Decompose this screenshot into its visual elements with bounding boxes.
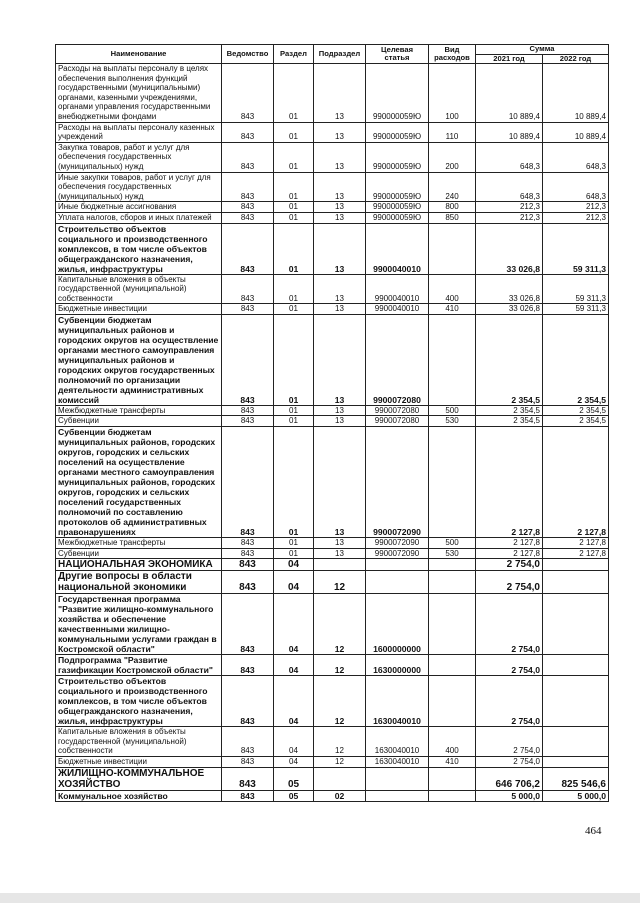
cell-kind: 100 (429, 64, 476, 123)
cell-name: НАЦИОНАЛЬНАЯ ЭКОНОМИКА (56, 559, 222, 571)
table-row (56, 559, 609, 571)
cell-subsection: 12 (314, 571, 366, 594)
cell-target: 9900040010 (366, 223, 429, 274)
table-row (56, 571, 609, 594)
cell-kind: 240 (429, 172, 476, 202)
cell-dept: 843 (222, 304, 274, 315)
cell-section: 04 (274, 571, 314, 594)
cell-kind: 500 (429, 538, 476, 549)
cell-section: 01 (274, 304, 314, 315)
cell-section: 04 (274, 655, 314, 676)
cell-kind: 530 (429, 416, 476, 427)
cell-dept: 843 (222, 122, 274, 142)
header-section: Раздел (274, 45, 314, 64)
table-row (56, 122, 609, 142)
cell-y2021: 2 754,0 (476, 727, 543, 757)
cell-section: 01 (274, 405, 314, 416)
cell-name: Бюджетные инвестиции (56, 757, 222, 768)
cell-name: Бюджетные инвестиции (56, 304, 222, 315)
table-row (56, 314, 609, 405)
cell-subsection: 12 (314, 655, 366, 676)
cell-kind (429, 790, 476, 801)
cell-subsection: 13 (314, 405, 366, 416)
cell-dept: 843 (222, 172, 274, 202)
table-row (56, 304, 609, 315)
cell-subsection: 13 (314, 212, 366, 223)
cell-dept: 843 (222, 767, 274, 790)
cell-dept: 843 (222, 676, 274, 727)
table-row (56, 142, 609, 172)
cell-dept: 843 (222, 538, 274, 549)
cell-section: 01 (274, 212, 314, 223)
cell-dept: 843 (222, 559, 274, 571)
cell-subsection: 13 (314, 202, 366, 213)
cell-target (366, 767, 429, 790)
cell-dept: 843 (222, 142, 274, 172)
cell-subsection: 02 (314, 790, 366, 801)
cell-y2022: 10 889,4 (543, 64, 609, 123)
cell-y2022: 825 546,6 (543, 767, 609, 790)
cell-dept: 843 (222, 548, 274, 559)
cell-target: 9900072080 (366, 314, 429, 405)
cell-target: 990000059Ю (366, 172, 429, 202)
table-row (56, 757, 609, 768)
cell-y2022: 5 000,0 (543, 790, 609, 801)
table-row (56, 538, 609, 549)
table-row (56, 427, 609, 538)
header-2021: 2021 год (476, 54, 543, 64)
cell-subsection: 13 (314, 172, 366, 202)
cell-name: Строительство объектов социального и производственного комплексов, в том числе объектов общегражданского назначения, жилья, инфраструктуры (56, 223, 222, 274)
cell-y2021: 646 706,2 (476, 767, 543, 790)
table-row (56, 594, 609, 655)
cell-section: 01 (274, 172, 314, 202)
cell-target: 9900072080 (366, 416, 429, 427)
cell-dept: 843 (222, 571, 274, 594)
cell-kind (429, 767, 476, 790)
cell-y2022: 212,3 (543, 202, 609, 213)
cell-target: 990000059Ю (366, 142, 429, 172)
cell-kind: 850 (429, 212, 476, 223)
cell-target: 9900072090 (366, 427, 429, 538)
cell-y2022: 212,3 (543, 212, 609, 223)
cell-subsection: 13 (314, 122, 366, 142)
cell-kind: 500 (429, 405, 476, 416)
table-row (56, 416, 609, 427)
cell-target: 9900072090 (366, 538, 429, 549)
cell-name: Государственная программа "Развитие жилищно-коммунального хозяйства и обеспечение качественными жилищно-коммунальными услугами граждан в Костромской области" (56, 594, 222, 655)
cell-subsection: 12 (314, 727, 366, 757)
cell-section: 04 (274, 727, 314, 757)
cell-y2022: 648,3 (543, 172, 609, 202)
cell-y2021: 2 127,8 (476, 548, 543, 559)
cell-y2021: 648,3 (476, 172, 543, 202)
cell-target: 9900040010 (366, 274, 429, 304)
cell-section: 01 (274, 122, 314, 142)
cell-kind: 110 (429, 122, 476, 142)
cell-section: 04 (274, 676, 314, 727)
cell-subsection: 13 (314, 538, 366, 549)
cell-y2021: 10 889,4 (476, 122, 543, 142)
table-row (56, 767, 609, 790)
table-row (56, 223, 609, 274)
cell-name: Субвенции бюджетам муниципальных районов, городских округов, городских и сельских поселений на осуществление органами местного самоуправления муниципальных районов, городских округов, городских и сельских поселений государственных полномочий по составлению протоколов об административных правонарушениях (56, 427, 222, 538)
cell-dept: 843 (222, 202, 274, 213)
cell-y2022 (543, 757, 609, 768)
budget-table-container (55, 44, 608, 802)
cell-subsection: 13 (314, 64, 366, 123)
scan-edge (0, 893, 640, 903)
cell-y2021: 2 127,8 (476, 427, 543, 538)
cell-y2022: 2 127,8 (543, 538, 609, 549)
cell-subsection: 13 (314, 223, 366, 274)
cell-subsection: 13 (314, 416, 366, 427)
cell-subsection: 12 (314, 757, 366, 768)
cell-y2022: 59 311,3 (543, 274, 609, 304)
cell-y2022 (543, 655, 609, 676)
cell-section: 01 (274, 142, 314, 172)
cell-section: 05 (274, 767, 314, 790)
cell-subsection: 13 (314, 427, 366, 538)
budget-table (55, 44, 609, 802)
cell-y2021: 2 354,5 (476, 405, 543, 416)
cell-section: 04 (274, 757, 314, 768)
page-number: 464 (585, 825, 602, 837)
cell-subsection: 13 (314, 548, 366, 559)
cell-y2021: 2 754,0 (476, 559, 543, 571)
table-row (56, 405, 609, 416)
cell-dept: 843 (222, 212, 274, 223)
cell-name: Расходы на выплаты персоналу казенных учреждений (56, 122, 222, 142)
cell-kind: 400 (429, 727, 476, 757)
header-2022: 2022 год (543, 54, 609, 64)
cell-name: Капитальные вложения в объекты государственной (муниципальной) собственности (56, 727, 222, 757)
cell-kind: 530 (429, 548, 476, 559)
cell-target: 1630040010 (366, 757, 429, 768)
cell-subsection (314, 767, 366, 790)
cell-section: 01 (274, 274, 314, 304)
cell-subsection: 13 (314, 304, 366, 315)
cell-name: Субвенции бюджетам муниципальных районов и городских округов на осуществление органами местного самоуправления муниципальных районов и городских округов государственных полномочий по организации деятельности административных комиссий (56, 314, 222, 405)
cell-target: 1630040010 (366, 727, 429, 757)
cell-name: Уплата налогов, сборов и иных платежей (56, 212, 222, 223)
cell-section: 01 (274, 223, 314, 274)
cell-kind: 200 (429, 142, 476, 172)
cell-y2022: 648,3 (543, 142, 609, 172)
table-row (56, 790, 609, 801)
cell-y2021: 2 127,8 (476, 538, 543, 549)
cell-kind (429, 655, 476, 676)
header-name: Наименование (56, 45, 222, 64)
cell-y2021: 2 354,5 (476, 314, 543, 405)
cell-kind: 800 (429, 202, 476, 213)
cell-target: 1630040010 (366, 676, 429, 727)
table-row (56, 274, 609, 304)
cell-y2021: 212,3 (476, 202, 543, 213)
cell-y2021: 33 026,8 (476, 274, 543, 304)
cell-target: 1600000000 (366, 594, 429, 655)
cell-name: Межбюджетные трансферты (56, 405, 222, 416)
cell-subsection: 13 (314, 142, 366, 172)
cell-section: 01 (274, 64, 314, 123)
cell-kind (429, 314, 476, 405)
cell-section: 01 (274, 427, 314, 538)
cell-section: 01 (274, 202, 314, 213)
cell-dept: 843 (222, 405, 274, 416)
cell-kind (429, 427, 476, 538)
cell-section: 04 (274, 594, 314, 655)
cell-subsection (314, 559, 366, 571)
cell-y2022: 2 127,8 (543, 548, 609, 559)
cell-dept: 843 (222, 594, 274, 655)
cell-dept: 843 (222, 655, 274, 676)
cell-name: Строительство объектов социального и производственного комплексов, в том числе объектов общегражданского назначения, жилья, инфраструктуры (56, 676, 222, 727)
cell-name: Субвенции (56, 416, 222, 427)
table-row (56, 212, 609, 223)
cell-y2022 (543, 594, 609, 655)
table-row (56, 548, 609, 559)
cell-y2022: 2 354,5 (543, 405, 609, 416)
cell-section: 01 (274, 314, 314, 405)
cell-target: 990000059Ю (366, 122, 429, 142)
cell-target (366, 559, 429, 571)
cell-target: 990000059Ю (366, 202, 429, 213)
cell-y2022: 59 311,3 (543, 304, 609, 315)
cell-subsection: 12 (314, 676, 366, 727)
cell-name: Иные бюджетные ассигнования (56, 202, 222, 213)
cell-y2021: 5 000,0 (476, 790, 543, 801)
cell-y2021: 2 354,5 (476, 416, 543, 427)
header-sum: Сумма (476, 45, 609, 55)
cell-target: 9900072080 (366, 405, 429, 416)
cell-section: 01 (274, 538, 314, 549)
cell-section: 01 (274, 548, 314, 559)
cell-section: 05 (274, 790, 314, 801)
cell-dept: 843 (222, 427, 274, 538)
cell-dept: 843 (222, 757, 274, 768)
cell-section: 01 (274, 416, 314, 427)
cell-name: Коммунальное хозяйство (56, 790, 222, 801)
cell-kind: 410 (429, 304, 476, 315)
cell-y2021: 33 026,8 (476, 223, 543, 274)
cell-target (366, 571, 429, 594)
cell-name: Закупка товаров, работ и услуг для обеспечения государственных (муниципальных) нужд (56, 142, 222, 172)
cell-name: Иные закупки товаров, работ и услуг для обеспечения государственных (муниципальных) нужд (56, 172, 222, 202)
header-target: Целевая статья (366, 45, 429, 64)
cell-kind: 400 (429, 274, 476, 304)
cell-subsection: 13 (314, 274, 366, 304)
cell-y2022 (543, 571, 609, 594)
cell-y2021: 648,3 (476, 142, 543, 172)
cell-y2021: 2 754,0 (476, 676, 543, 727)
header-dept: Ведомство (222, 45, 274, 64)
cell-name: Другие вопросы в области национальной экономики (56, 571, 222, 594)
cell-y2022: 2 127,8 (543, 427, 609, 538)
cell-kind: 410 (429, 757, 476, 768)
cell-kind (429, 594, 476, 655)
cell-kind (429, 676, 476, 727)
cell-dept: 843 (222, 223, 274, 274)
cell-target: 9900040010 (366, 304, 429, 315)
cell-y2022: 2 354,5 (543, 416, 609, 427)
cell-dept: 843 (222, 64, 274, 123)
cell-y2022 (543, 676, 609, 727)
cell-kind (429, 571, 476, 594)
cell-target: 990000059Ю (366, 64, 429, 123)
cell-kind (429, 559, 476, 571)
cell-target: 990000059Ю (366, 212, 429, 223)
cell-y2021: 33 026,8 (476, 304, 543, 315)
cell-y2021: 2 754,0 (476, 571, 543, 594)
header-subsection: Подраздел (314, 45, 366, 64)
cell-name: ЖИЛИЩНО-КОММУНАЛЬНОЕ ХОЗЯЙСТВО (56, 767, 222, 790)
cell-y2021: 2 754,0 (476, 655, 543, 676)
cell-name: Межбюджетные трансферты (56, 538, 222, 549)
cell-y2021: 2 754,0 (476, 757, 543, 768)
header-kind: Вид расходов (429, 45, 476, 64)
cell-target: 9900072090 (366, 548, 429, 559)
cell-name: Подпрограмма "Развитие газификации Костромской области" (56, 655, 222, 676)
cell-dept: 843 (222, 274, 274, 304)
cell-y2022 (543, 559, 609, 571)
cell-y2021: 212,3 (476, 212, 543, 223)
cell-subsection: 13 (314, 314, 366, 405)
cell-subsection: 12 (314, 594, 366, 655)
cell-kind (429, 223, 476, 274)
table-row (56, 172, 609, 202)
cell-y2021: 10 889,4 (476, 64, 543, 123)
cell-target (366, 790, 429, 801)
table-row (56, 202, 609, 213)
cell-dept: 843 (222, 727, 274, 757)
table-row (56, 676, 609, 727)
cell-y2022 (543, 727, 609, 757)
table-row (56, 655, 609, 676)
table-row (56, 727, 609, 757)
cell-y2022: 10 889,4 (543, 122, 609, 142)
cell-y2022: 59 311,3 (543, 223, 609, 274)
table-body (56, 64, 609, 802)
table-row (56, 64, 609, 123)
cell-dept: 843 (222, 314, 274, 405)
cell-section: 04 (274, 559, 314, 571)
cell-name: Капитальные вложения в объекты государственной (муниципальной) собственности (56, 274, 222, 304)
cell-name: Расходы на выплаты персоналу в целях обеспечения выполнения функций государственными (муниципальными) органами, казенными учреждениями, органами управления государственными внебюджетными фондами (56, 64, 222, 123)
cell-dept: 843 (222, 416, 274, 427)
cell-name: Субвенции (56, 548, 222, 559)
cell-target: 1630000000 (366, 655, 429, 676)
cell-dept: 843 (222, 790, 274, 801)
cell-y2022: 2 354,5 (543, 314, 609, 405)
cell-y2021: 2 754,0 (476, 594, 543, 655)
